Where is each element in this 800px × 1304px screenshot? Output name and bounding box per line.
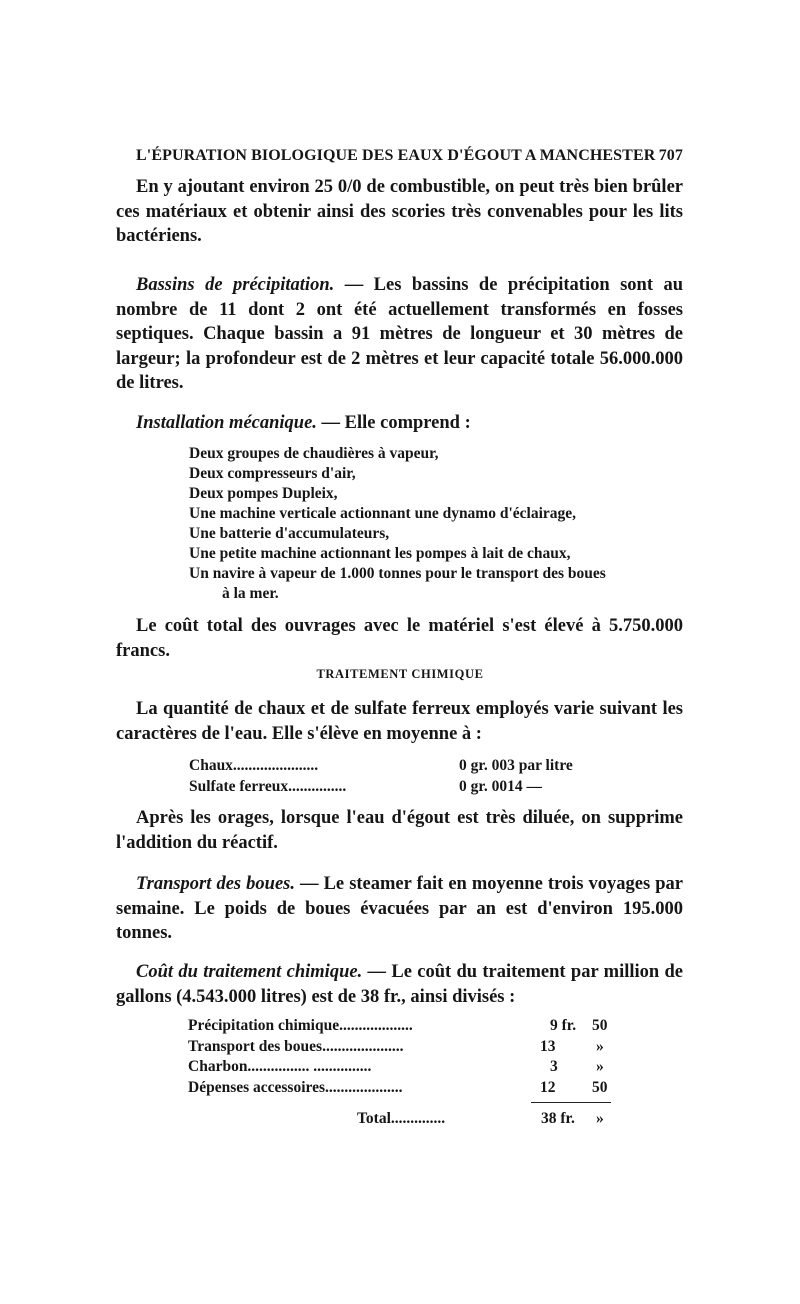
dosage-table — [189, 756, 629, 797]
dosage-label: Chaux...................... — [189, 757, 319, 774]
total-label: Total.............. — [357, 1110, 446, 1127]
cout-total-paragraph: Le coût total des ouvrages avec le matériel s'est élevé à 5.750.000 francs. — [116, 616, 683, 661]
total-amount: 38 fr. — [541, 1110, 575, 1127]
transport-text: — Le steamer fait en moyenne trois voyages par semaine. Le poids de boues évacuées par an est d'environ 195.000 tonnes. — [116, 874, 683, 943]
equipment-item: Deux groupes de chaudières à vapeur, — [189, 445, 439, 462]
equipment-list — [189, 444, 669, 604]
intro-paragraph: En y ajoutant environ 25 0/0 de combustible, on peut très bien brûler ces matériaux et obtenir ainsi des scories très convenables pour les lits bactériens. — [116, 177, 683, 246]
transport-paragraph — [116, 872, 683, 946]
cout-traitement-text: — Le coût du traitement par million de gallons (4.543.000 litres) est de 38 fr., ainsi divisés : — [116, 962, 683, 1007]
cout-traitement-paragraph — [116, 960, 683, 1009]
dosage-row — [189, 777, 629, 798]
bassins-paragraph — [116, 273, 683, 396]
equipment-item: Une batterie d'accumulateurs, — [189, 525, 390, 542]
cost-cents: » — [596, 1037, 604, 1055]
bassins-heading: Bassins de précipitation. — [136, 275, 335, 295]
equipment-item: Un navire à vapeur de 1.000 tonnes pour le transport des boues — [189, 565, 606, 582]
equipment-item: Deux pompes Dupleix, — [189, 485, 338, 502]
cost-amount: 3 — [550, 1058, 558, 1075]
dosage-label: Sulfate ferreux............... — [189, 777, 347, 795]
cost-table — [188, 1016, 628, 1098]
installation-text: — Elle comprend : — [316, 413, 471, 433]
cost-total — [357, 1109, 637, 1130]
equipment-item: Une machine verticale actionnant une dynamo d'éclairage, — [189, 505, 577, 522]
page-number: 707 — [658, 147, 683, 164]
cost-amount: 12 — [540, 1078, 556, 1096]
equipment-item: Deux compresseurs d'air, — [189, 465, 356, 482]
section-title: TRAITEMENT CHIMIQUE — [316, 667, 484, 681]
total-rule — [531, 1102, 611, 1103]
cost-row — [188, 1037, 628, 1058]
installation-heading: Installation mécanique. — [136, 413, 317, 433]
transport-heading: Transport des boues. — [136, 874, 295, 894]
cout-traitement-heading: Coût du traitement chimique. — [136, 962, 363, 982]
cost-row — [188, 1078, 628, 1099]
cost-row — [188, 1016, 628, 1037]
installation-paragraph — [116, 411, 683, 436]
header-title: L'ÉPURATION BIOLOGIQUE DES EAUX D'ÉGOUT A MANCHESTER — [136, 147, 656, 164]
cost-label: Charbon................ ............... — [188, 1058, 372, 1075]
cost-amount: 9 fr. — [550, 1017, 577, 1034]
equipment-item: Une petite machine actionnant les pompes à lait de chaux, — [189, 545, 571, 562]
cost-label: Dépenses accessoires.................... — [188, 1078, 403, 1096]
cost-row — [188, 1057, 628, 1078]
total-cents: » — [596, 1110, 604, 1127]
bassins-text: — Les bassins de précipitation sont au nombre de 11 dont 2 ont été actuellement transformés en fosses septiques. Chaque bassin a 91 mètres de longueur et 30 mètres de largeur; la profondeur est de 2 mètres et leur capacité totale 56.000.000 de litres. — [116, 275, 683, 393]
dosage-value: 0 gr. 0014 — — [459, 777, 542, 795]
orages-paragraph: Après les orages, lorsque l'eau d'égout est très diluée, on supprime l'addition du réactif. — [116, 808, 683, 853]
equipment-item-continuation: à la mer. — [222, 585, 279, 602]
cost-cents: 50 — [592, 1078, 608, 1096]
cost-amount: 13 — [540, 1037, 556, 1055]
running-header — [136, 147, 683, 167]
cost-label: Transport des boues..................... — [188, 1037, 404, 1055]
cost-cents: » — [596, 1058, 604, 1075]
dosage-value: 0 gr. 003 par litre — [459, 757, 573, 774]
cost-label: Précipitation chimique................... — [188, 1017, 413, 1034]
traitement-paragraph: La quantité de chaux et de sulfate ferreux employés varie suivant les caractères de l'eau. Elle s'élève en moyenne à : — [116, 699, 683, 744]
dosage-row — [189, 756, 629, 777]
cost-cents: 50 — [592, 1017, 608, 1034]
total-row — [357, 1109, 637, 1130]
